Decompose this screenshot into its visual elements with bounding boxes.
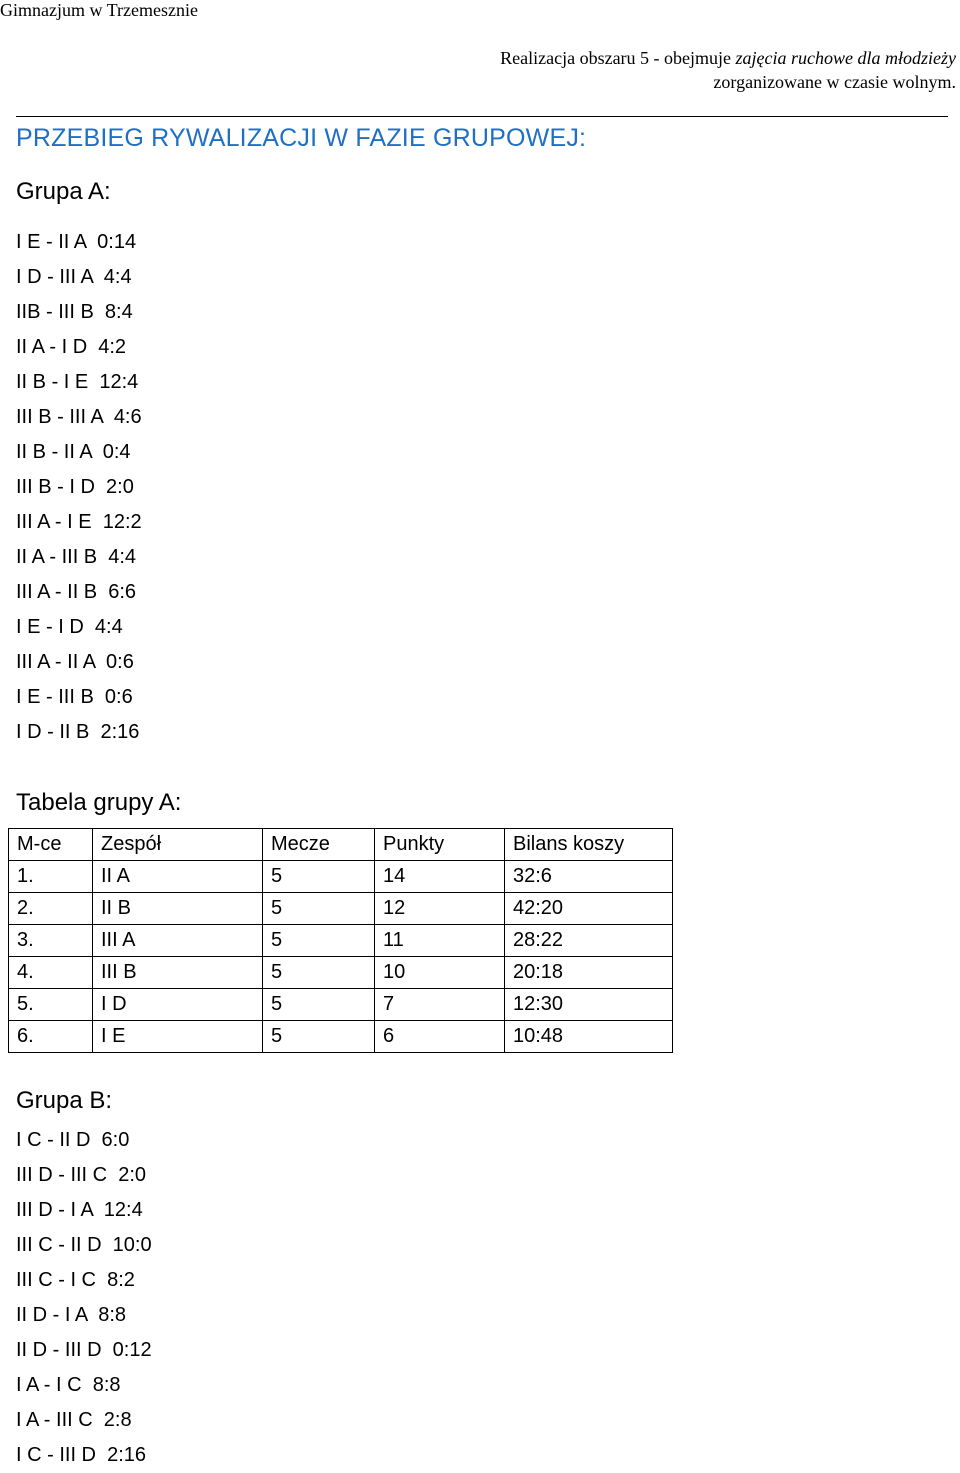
team-cell: III B [93,957,263,989]
match-result: II B - I E 12:4 [16,371,139,393]
games-cell: 5 [263,893,375,925]
team-cell: II B [93,893,263,925]
balance-cell: 20:18 [505,957,673,989]
match-result: III A - II A 0:6 [16,651,134,673]
match-result: III C - I C 8:2 [16,1269,135,1291]
match-result: III B - I D 2:0 [16,476,134,498]
games-cell: 5 [263,957,375,989]
col-header-games: Mecze [263,829,375,861]
table-header-row [9,829,673,861]
team-cell: II A [93,861,263,893]
games-cell: 5 [263,925,375,957]
table-row [9,925,673,957]
page-title: PRZEBIEG RYWALIZACJI W FAZIE GRUPOWEJ: [16,124,587,152]
place-cell: 2. [9,893,93,925]
team-cell: III A [93,925,263,957]
header-line-1-text: Realizacja obszaru 5 - obejmuje [500,48,736,68]
match-result: I C - II D 6:0 [16,1129,130,1151]
match-result: II B - II A 0:4 [16,441,131,463]
match-result: II A - III B 4:4 [16,546,137,568]
games-cell: 5 [263,1021,375,1053]
table-row [9,861,673,893]
table-row [9,957,673,989]
match-result: III A - I E 12:2 [16,511,142,533]
group-a-standings-table [8,828,673,1053]
team-cell: I D [93,989,263,1021]
place-cell: 4. [9,957,93,989]
balance-cell: 12:30 [505,989,673,1021]
table-row [9,989,673,1021]
balance-cell: 28:22 [505,925,673,957]
match-result: I C - III D 2:16 [16,1444,147,1466]
header-divider [16,116,948,117]
header-line-1-italic: zajęcia ruchowe dla młodzieży [735,48,956,68]
match-result: IIB - III B 8:4 [16,301,133,323]
col-header-team: Zespół [93,829,263,861]
games-cell: 5 [263,861,375,893]
match-result: I E - II A 0:14 [16,231,137,253]
points-cell: 11 [375,925,505,957]
match-result: I D - III A 4:4 [16,266,132,288]
document-header-note [500,46,956,94]
match-result: III B - III A 4:6 [16,406,142,428]
match-result: II A - I D 4:2 [16,336,127,358]
match-result: III D - III C 2:0 [16,1164,147,1186]
match-result: I E - III B 0:6 [16,686,133,708]
points-cell: 12 [375,893,505,925]
group-b-title: Grupa B: [16,1087,113,1114]
col-header-points: Punkty [375,829,505,861]
place-cell: 1. [9,861,93,893]
table-row [9,893,673,925]
match-result: II D - I A 8:8 [16,1304,127,1326]
games-cell: 5 [263,989,375,1021]
match-result: III D - I A 12:4 [16,1199,143,1221]
place-cell: 5. [9,989,93,1021]
table-a-title: Tabela grupy A: [16,789,182,816]
school-name: Gimnazjum w Trzemesznie [0,0,198,20]
team-cell: I E [93,1021,263,1053]
match-result: II D - III D 0:12 [16,1339,152,1361]
place-cell: 6. [9,1021,93,1053]
header-line-1 [500,46,956,70]
table-row [9,1021,673,1053]
place-cell: 3. [9,925,93,957]
match-result: I A - III C 2:8 [16,1409,132,1431]
header-line-2: zorganizowane w czasie wolnym. [713,72,956,92]
match-result: I D - II B 2:16 [16,721,140,743]
points-cell: 7 [375,989,505,1021]
group-a-match-list [16,225,142,750]
balance-cell: 42:20 [505,893,673,925]
balance-cell: 32:6 [505,861,673,893]
match-result: I A - I C 8:8 [16,1374,121,1396]
match-result: I E - I D 4:4 [16,616,123,638]
group-a-title: Grupa A: [16,178,111,205]
match-result: III C - II D 10:0 [16,1234,152,1256]
match-result: III A - II B 6:6 [16,581,137,603]
group-b-match-list [16,1123,152,1473]
points-cell: 10 [375,957,505,989]
balance-cell: 10:48 [505,1021,673,1053]
col-header-place: M-ce [9,829,93,861]
table-body [9,861,673,1053]
col-header-balance: Bilans koszy [505,829,673,861]
points-cell: 14 [375,861,505,893]
points-cell: 6 [375,1021,505,1053]
